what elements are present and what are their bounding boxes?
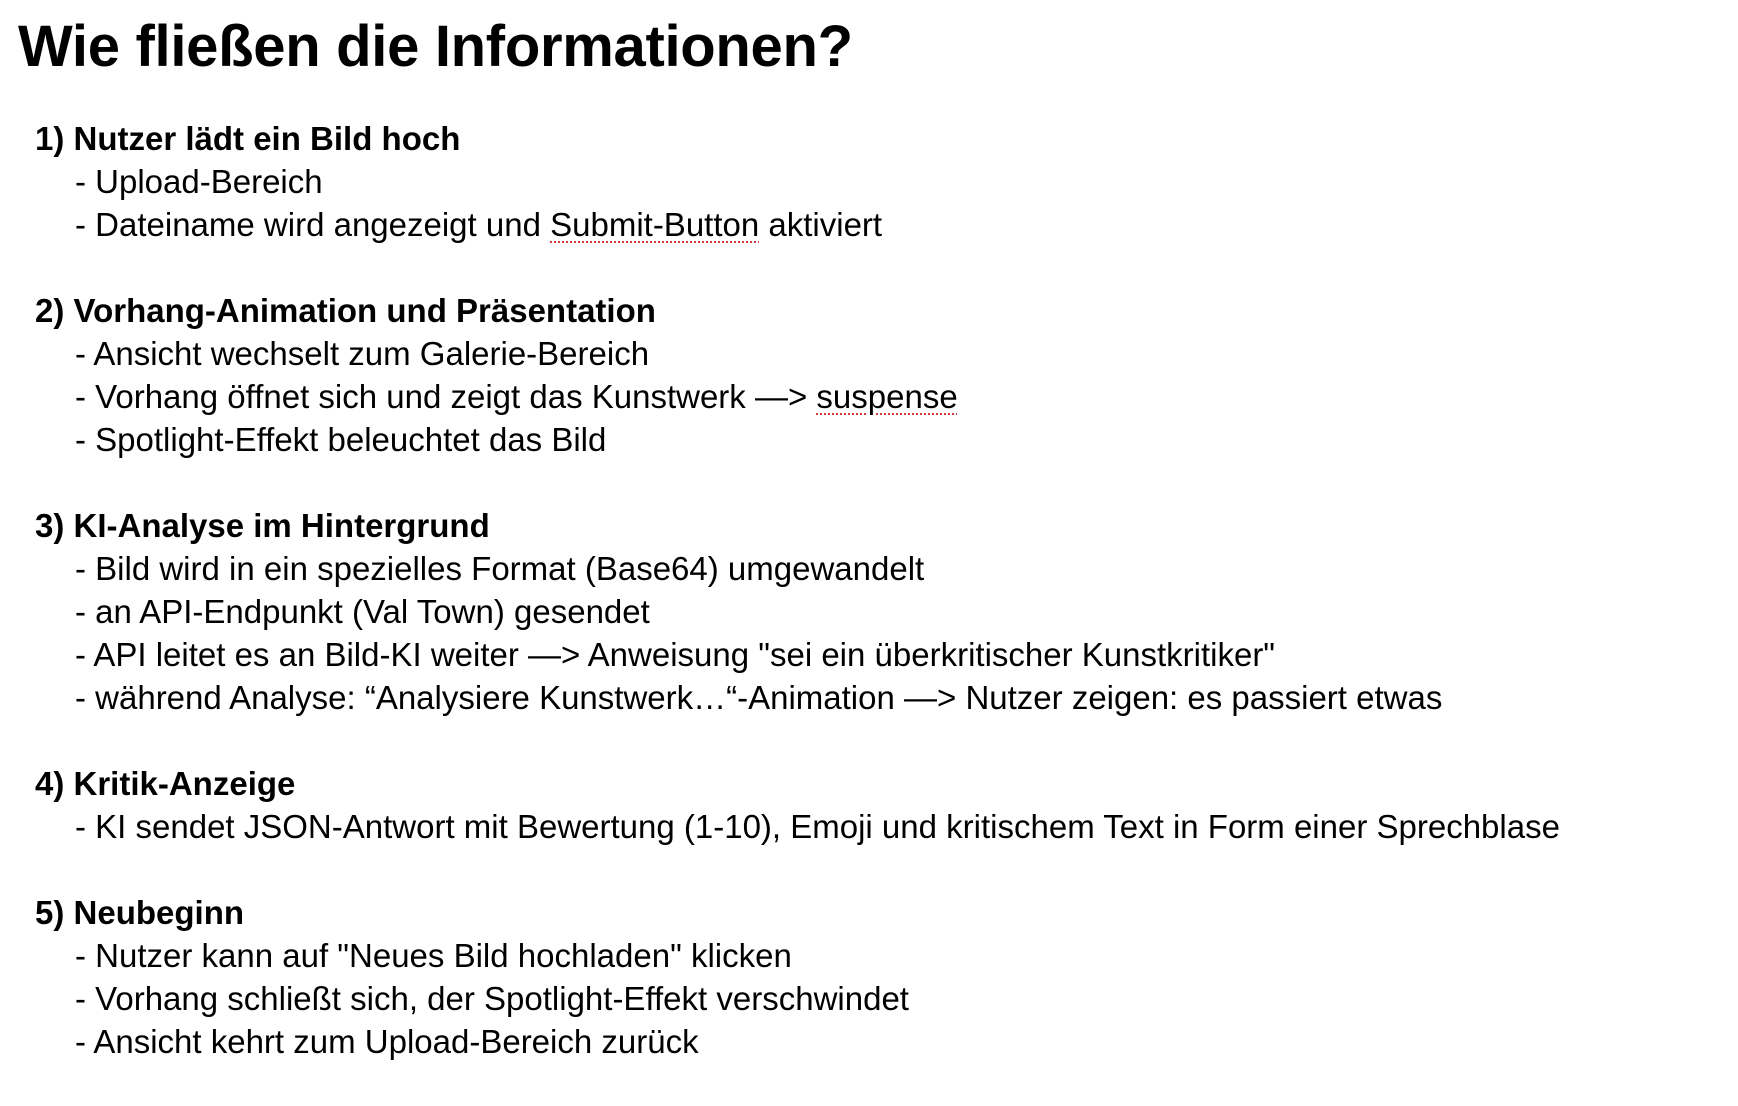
bullet-item: - während Analyse: “Analysiere Kunstwerk…“-Animation —> Nutzer zeigen: es passiert etwas [75, 679, 1443, 716]
bullet-text: - Dateiname wird angezeigt und [75, 206, 551, 243]
section-heading: 2) Vorhang-Animation und Präsentation [35, 292, 656, 329]
section-heading: 1) Nutzer lädt ein Bild hoch [35, 120, 461, 157]
section-presentation [35, 289, 1735, 461]
spellcheck-word: Submit-Button [550, 206, 760, 243]
section-ai-analysis [35, 504, 1735, 719]
section-heading: 5) Neubeginn [35, 894, 245, 931]
spellcheck-word: suspense [816, 378, 958, 415]
section-critique [35, 762, 1735, 848]
bullet-item: - Bild wird in ein spezielles Format (Base64) umgewandelt [75, 550, 925, 587]
bullet-text: aktiviert [759, 206, 883, 243]
bullet-item: - KI sendet JSON-Antwort mit Bewertung (1-10), Emoji und kritischem Text in Form einer Sprechblase [75, 808, 1560, 845]
bullet-item: - Nutzer kann auf "Neues Bild hochladen" klicken [75, 937, 792, 974]
bullet-item: - Upload-Bereich [75, 163, 323, 200]
bullet-item: - Vorhang schließt sich, der Spotlight-Effekt verschwindet [75, 980, 909, 1017]
section-heading: 3) KI-Analyse im Hintergrund [35, 507, 490, 544]
slide-title: Wie fließen die Informationen? [18, 14, 853, 79]
content-area [35, 117, 1735, 1106]
bullet-item: - Ansicht wechselt zum Galerie-Bereich [75, 335, 650, 372]
bullet-item: - API leitet es an Bild-KI weiter —> Anweisung "sei ein überkritischer Kunstkritiker" [75, 636, 1276, 673]
bullet-item: - Spotlight-Effekt beleuchtet das Bild [75, 421, 607, 458]
bullet-item: - Ansicht kehrt zum Upload-Bereich zurück [75, 1023, 699, 1060]
bullet-item [35, 203, 1735, 246]
section-heading: 4) Kritik-Anzeige [35, 765, 296, 802]
bullet-item: - an API-Endpunkt (Val Town) gesendet [75, 593, 650, 630]
bullet-item [35, 375, 1735, 418]
section-upload [35, 117, 1735, 246]
section-restart [35, 891, 1735, 1063]
bullet-text: - Vorhang öffnet sich und zeigt das Kunstwerk —> [75, 378, 817, 415]
